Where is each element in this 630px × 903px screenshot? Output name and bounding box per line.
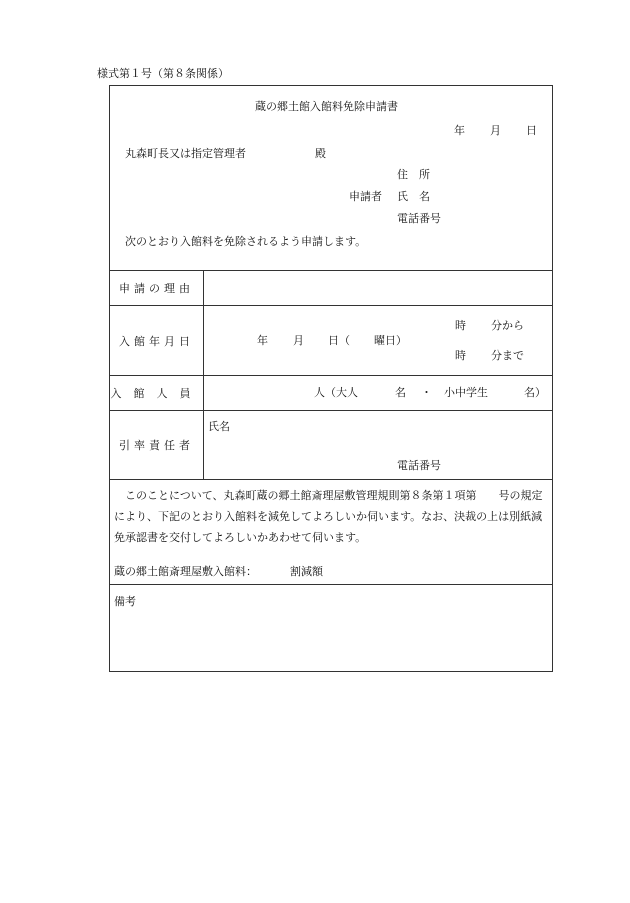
leader-name-label: 氏名: [208, 420, 230, 433]
applicant-phone-label: 電話番号: [397, 212, 441, 225]
date-month: 月: [490, 124, 501, 137]
addressee-name: 丸森町長又は指定管理者: [125, 147, 246, 160]
column-divider: [203, 270, 204, 479]
leader-phone-label: 電話番号: [397, 459, 441, 472]
visit-date-label: 入館年月日: [119, 334, 194, 348]
reason-label: 申請の理由: [119, 282, 194, 295]
date-year: 年: [454, 124, 465, 137]
visit-weekday: 曜日）: [374, 334, 407, 347]
request-text: 次のとおり入館料を免除されるよう申請します。: [125, 235, 367, 248]
divider: [109, 479, 553, 480]
discount-label: 割減額: [290, 565, 323, 578]
divider: [109, 584, 553, 585]
form-title: 蔵の郷土館入館料免除申請書: [255, 100, 398, 113]
date-day: 日: [526, 124, 537, 137]
visitors-adult-unit: 名: [395, 386, 406, 399]
visit-year: 年: [257, 334, 268, 347]
visit-to-min: 分まで: [491, 349, 524, 362]
leader-label: 引率責任者: [119, 439, 194, 452]
visitors-dot: ・: [421, 386, 432, 399]
visitors-label: 入館人員: [110, 387, 203, 400]
visit-day: 日（: [328, 334, 350, 347]
visit-to-hour: 時: [455, 349, 466, 362]
visitors-child-unit: 名）: [524, 386, 546, 399]
applicant-role-label: 申請者: [349, 190, 382, 203]
approval-text: このことについて、丸森町蔵の郷土館斎理屋敷管理規則第８条第１項第 号の規定により、下記のとおり入館料を減免してよろしいか伺います。なお、決裁の上は別紙減免承認書を交付してよろしいかあわせて伺います。: [114, 489, 543, 544]
form-number: 様式第１号（第８条関係）: [97, 67, 229, 80]
fee-label: 蔵の郷土館斎理屋敷入館料：: [114, 565, 257, 578]
applicant-address-label: 住 所: [397, 168, 430, 181]
remarks-label: 備考: [114, 595, 136, 608]
visit-from-min: 分から: [491, 319, 524, 332]
applicant-name-label: 氏 名: [397, 190, 430, 203]
visit-from-hour: 時: [455, 319, 466, 332]
visit-month: 月: [293, 334, 304, 347]
addressee-honorific: 殿: [315, 147, 326, 160]
visitors-child-label: 小中学生: [444, 386, 488, 399]
visitors-persons: 人（大人: [314, 386, 358, 399]
